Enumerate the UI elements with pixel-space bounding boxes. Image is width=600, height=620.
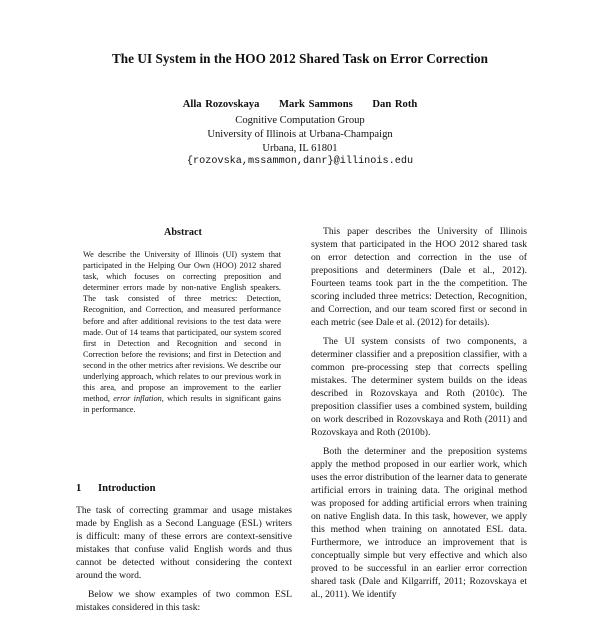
body-paragraph: This paper describes the University of Illinois system that participated in the HOO 2012 shared task on error detection and correction in the use of prepositions and determiners (Dale et al., 2012). Fourteen teams took part in the the competition. The scoring included three metrics: Detection, Recognition, and Correction, and our team scored first or second in each metric (see Dale et al. (2012) for details).: [311, 226, 527, 328]
author-name: Mark Sammons: [279, 99, 353, 110]
body-paragraph: Both the determiner and the preposition systems apply the method proposed in our earlier work, which uses the error distribution of the learner data to generate artificial errors in training data. The original method was proposed for adding artificial errors when training on native English data. In this task, however, we apply this method when training on annotated ESL data. Furthermore, we introduce an improvement that is conceptually simple but very effective and which also proved to be successful in an earlier error correction shared task (Dale and Kilgarriff, 2011; Rozovskaya et al., 2011). We identify: [311, 446, 527, 600]
section-heading: [76, 483, 290, 494]
abstract-body: [83, 249, 281, 415]
body-paragraph: The UI system consists of two components, a determiner classifier and a preposition classifier, with a common pre-processing step that corrects spelling mistakes. The determiner system builds on the ideas described in Rozovskaya and Roth (2010c). The preposition classifier uses a combined system, building on work described in Rozovskaya and Roth (2011) and Rozovskaya and Roth (2010b).: [311, 336, 527, 438]
abstract-paragraph: [83, 249, 281, 415]
abstract-text: We describe the University of Illinois (UI) system that participated in the Helping Our Own (HOO) 2012 shared task, which focuses on correcting preposition and determiner errors made by non-native English speakers. The task consisted of three metrics: Detection, Recognition, and Correction, and measured performance before and after additional revisions to the test data were made. Out of 14 teams that participated, our system scored first in Detection and Recognition and second in Correction before the revisions; and first in Detection and second in the other metrics after revisions. We describe our underlying approach, which relates to our previous work in this area, and propose an improvement to the earlier method,: [83, 250, 281, 404]
author-name: Dan Roth: [372, 99, 418, 110]
affiliation-university: University of Illinois at Urbana-Champaign: [207, 128, 393, 140]
right-column: [311, 225, 527, 607]
affiliation-city: Urbana, IL 61801: [262, 142, 338, 154]
body-paragraph: The task of correcting grammar and usage mistakes made by English as a Second Language (ESL) writers is difficult: many of these errors are context-sensitive mistakes that confuse valid English words and thus cannot be detected without considering the context around the word.: [76, 505, 292, 581]
affiliation-group: Cognitive Computation Group: [235, 115, 365, 126]
paper-title: The UI System in the HOO 2012 Shared Task on Error Correction: [111, 51, 489, 66]
affiliation-email: {rozovska,mssammon,danr}@illinois.edu: [186, 156, 414, 168]
body-paragraph: Below we show examples of two common ESL mistakes considered in this task:: [76, 589, 292, 613]
author-name: Alla Rozovskaya: [182, 99, 260, 110]
author-list: [0, 99, 600, 110]
abstract-text-end: , which results in significant gains in performance.: [83, 394, 281, 415]
section-number: 1: [76, 483, 82, 494]
left-column: [76, 504, 292, 620]
affiliation-block: [0, 114, 600, 169]
section-title: Introduction: [98, 483, 156, 494]
abstract-emphasis: error inflation: [113, 394, 162, 404]
abstract-heading: Abstract: [164, 227, 202, 238]
